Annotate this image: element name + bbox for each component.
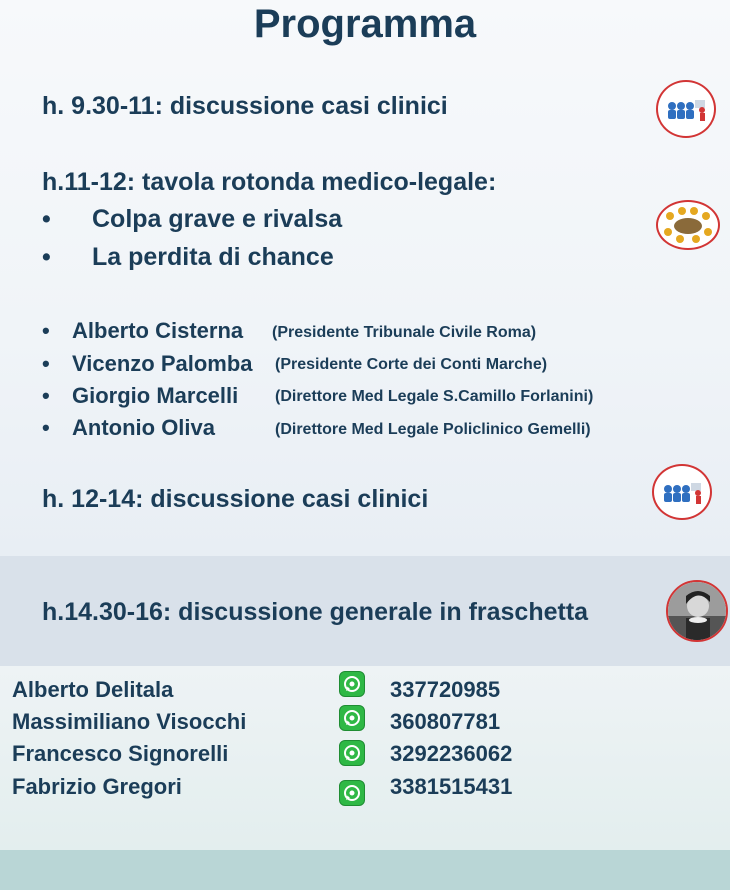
bullet: • — [42, 205, 51, 233]
discussion-group-icon — [656, 80, 716, 138]
contact-name: Fabrizio Gregori — [12, 774, 182, 799]
speaker-row — [42, 383, 238, 409]
schedule-item-general-discussion: h.14.30-16: discussione generale in fraschetta — [42, 598, 589, 626]
contact-phone[interactable]: 360807781 — [390, 709, 501, 734]
topic-item — [42, 205, 342, 234]
whatsapp-icon[interactable] — [339, 740, 365, 766]
footer-band — [0, 850, 730, 890]
speaker-name — [42, 351, 253, 376]
whatsapp-icon[interactable] — [339, 780, 365, 806]
speaker-name-text: Antonio Oliva — [72, 415, 215, 440]
topic-label: La perdita di chance — [92, 243, 334, 271]
contact-phone[interactable]: 3292236062 — [390, 741, 513, 766]
speaker-role: (Direttore Med Legale Policlinico Gemelli) — [275, 421, 591, 438]
bullet: • — [42, 243, 51, 271]
bullet: • — [42, 318, 50, 343]
contact-name: Francesco Signorelli — [12, 741, 229, 766]
topic-item — [42, 243, 334, 272]
speaker-name — [42, 318, 243, 343]
topic-label: Colpa grave e rivalsa — [92, 205, 343, 233]
whatsapp-icon[interactable] — [339, 705, 365, 731]
speaker-name-text: Alberto Cisterna — [72, 318, 244, 343]
speaker-row — [42, 318, 243, 344]
speaker-name-text: Vicenzo Palomba — [72, 351, 253, 376]
contact-phone[interactable]: 3381515431 — [390, 774, 513, 799]
bullet: • — [42, 383, 50, 408]
schedule-item-discussion-2: h. 12-14: discussione casi clinici — [42, 485, 429, 513]
page-title: Programma — [253, 2, 477, 46]
speaker-name — [42, 383, 238, 408]
contact-name: Massimiliano Visocchi — [12, 709, 247, 734]
discussion-group-icon — [652, 464, 712, 520]
bullet: • — [42, 351, 50, 376]
speaker-role: (Presidente Corte dei Conti Marche) — [275, 356, 548, 373]
speaker-name — [42, 415, 215, 440]
schedule-item-round-table: h.11-12: tavola rotonda medico-legale: — [42, 168, 497, 196]
speaker-role: (Direttore Med Legale S.Camillo Forlanini) — [275, 388, 594, 405]
whatsapp-icon[interactable] — [339, 671, 365, 697]
speaker-row — [42, 415, 215, 441]
speaker-row — [42, 351, 253, 377]
bullet: • — [42, 415, 50, 440]
schedule-item-discussion-1: h. 9.30-11: discussione casi clinici — [42, 92, 448, 120]
speaker-role: (Presidente Tribunale Civile Roma) — [272, 324, 537, 341]
contact-name: Alberto Delitala — [12, 677, 174, 702]
round-table-icon — [656, 200, 720, 250]
speaker-name-text: Giorgio Marcelli — [72, 383, 239, 408]
person-eating-photo — [666, 580, 728, 642]
contact-phone[interactable]: 337720985 — [390, 677, 501, 702]
